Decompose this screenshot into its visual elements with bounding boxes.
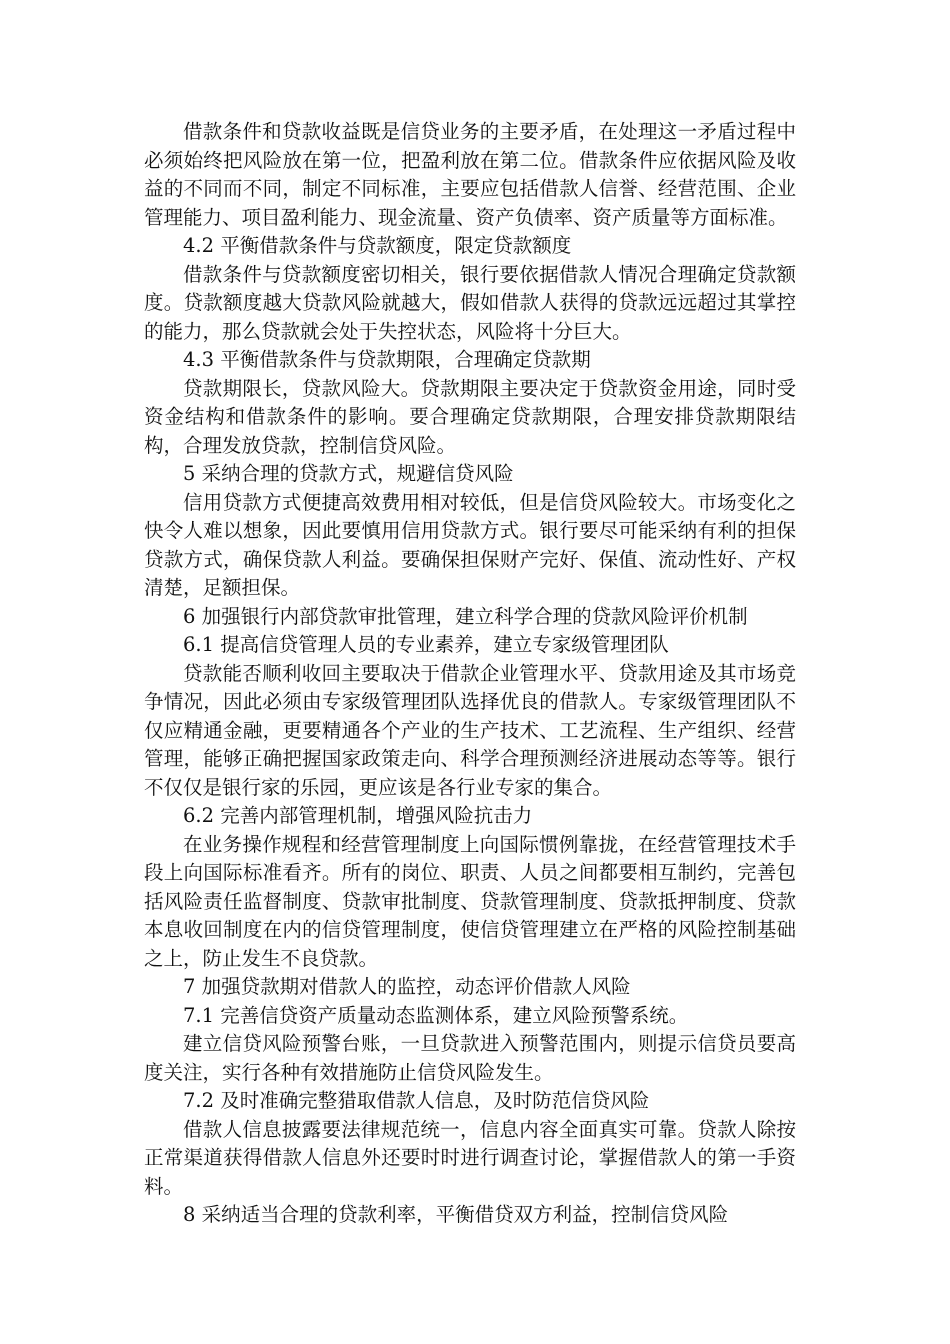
- section-heading: 7.2 及时准确完整猎取借款人信息，及时防范信贷风险: [183, 1089, 650, 1112]
- body-paragraph: 借款条件和贷款收益既是信贷业务的主要矛盾，在处理这一矛盾过程中必须始终把风险放在第一位，把盈利放在第二位。借款条件应依据风险及收益的不同而不同，制定不同标准，主要应包括借款人信誉、经营范围、企业管理能力、项目盈利能力、现金流量、资产负债率、资产质量等方面标准。: [144, 120, 796, 229]
- section-heading: 4.3 平衡借款条件与贷款期限，合理确定贷款期: [183, 348, 591, 371]
- body-paragraph: 在业务操作规程和经营管理制度上向国际惯例靠拢，在经营管理技术手段上向国际标准看齐。所有的岗位、职责、人员之间都要相互制约，完善包括风险责任监督制度、贷款审批制度、贷款管理制度、贷款抵押制度、贷款本息收回制度在内的信贷管理制度，使信贷管理建立在严格的风险控制基础之上，防止发生不良贷款。: [144, 832, 796, 970]
- body-paragraph: 借款条件与贷款额度密切相关，银行要依据借款人情况合理确定贷款额度。贷款额度越大贷款风险就越大，假如借款人获得的贷款远远超过其掌控的能力，那么贷款就会处于失控状态，风险将十分巨大。: [144, 262, 796, 343]
- section-heading: 6.1 提高信贷管理人员的专业素养，建立专家级管理团队: [183, 633, 669, 656]
- section-heading: 7.1 完善信贷资产质量动态监测体系，建立风险预警系统。: [183, 1003, 689, 1027]
- document-body: [144, 118, 796, 1230]
- section-heading: 5 采纳合理的贷款方式，规避信贷风险: [183, 462, 514, 485]
- section-heading: 7 加强贷款期对借款人的监控，动态评价借款人风险: [183, 975, 631, 998]
- body-paragraph: 贷款期限长，贷款风险大。贷款期限主要决定于贷款资金用途，同时受资金结构和借款条件的影响。要合理确定贷款期限，合理安排贷款期限结构，合理发放贷款，控制信贷风险。: [144, 376, 796, 457]
- section-heading: 4.2 平衡借款条件与贷款额度，限定贷款额度: [183, 234, 572, 257]
- body-paragraph: 信用贷款方式便捷高效费用相对较低，但是信贷风险较大。市场变化之快令人难以想象，因此要慎用信用贷款方式。银行要尽可能采纳有利的担保贷款方式，确保贷款人利益。要确保担保财产完好、保值、流动性好、产权清楚，足额担保。: [144, 490, 796, 599]
- body-paragraph: 贷款能否顺利收回主要取决于借款企业管理水平、贷款用途及其市场竞争情况，因此必须由专家级管理团队选择优良的借款人。专家级管理团队不仅应精通金融，更要精通各个产业的生产技术、工艺流程、生产组织、经营管理，能够正确把握国家政策走向、科学合理预测经济进展动态等等。银行不仅仅是银行家的乐园，更应该是各行业专家的集合。: [144, 661, 796, 799]
- section-heading: 6 加强银行内部贷款审批管理，建立科学合理的贷款风险评价机制: [183, 604, 748, 628]
- section-heading: 6.2 完善内部管理机制，增强风险抗击力: [183, 804, 533, 827]
- body-paragraph: 建立信贷风险预警台账，一旦贷款进入预警范围内，则提示信贷员要高度关注，实行各种有效措施防止信贷风险发生。: [144, 1032, 796, 1084]
- section-heading: 8 采纳适当合理的贷款利率，平衡借贷双方利益，控制信贷风险: [183, 1203, 729, 1226]
- body-paragraph: 借款人信息披露要法律规范统一，信息内容全面真实可靠。贷款人除按正常渠道获得借款人信息外还要时时进行调查讨论，掌握借款人的第一手资料。: [144, 1117, 796, 1198]
